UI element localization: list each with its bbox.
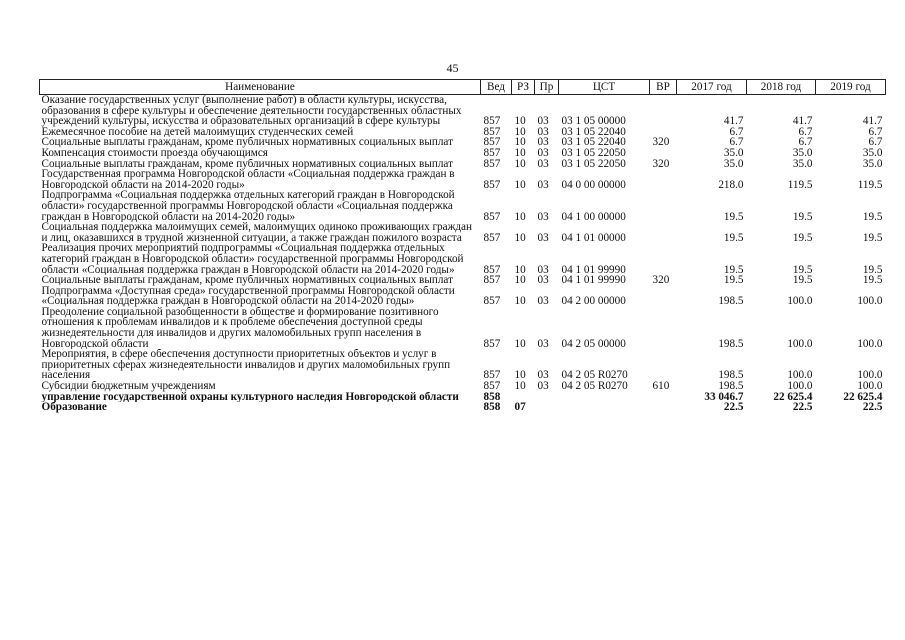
row-name: Подпрограмма «Социальная поддержка отдельных категорий граждан в Новгородской области» государственной программы Новгородской области «Социальная поддержка граждан в Новгородской области на 2014-2020 годы» [41,190,455,223]
row-cst: 04 2 05 R0270 [561,381,628,392]
table-row [40,392,886,403]
row-2018: 100.0 [787,337,813,350]
table-row [40,402,886,413]
row-pr: 03 [537,158,549,170]
row-cst [559,402,650,413]
row-2019: 6.7 [868,137,883,148]
row-2017: 198.5 [718,295,744,307]
row-pr: 03 [537,263,549,276]
row-2018: 119.5 [787,178,813,191]
table-header [40,80,886,95]
table-row [40,275,886,286]
table-row [40,307,886,349]
row-vr [650,402,677,413]
row-vr [650,127,677,138]
page-number: 45 [446,61,459,75]
table-row [40,127,886,138]
row-2019: 22 625.4 [843,391,883,403]
row-2017: 6.7 [729,126,744,138]
row-name: Компенсация стоимости проезда обучающимся [41,147,268,159]
table-row [40,159,886,170]
row-2018: 19.5 [792,263,813,276]
row-ved: 858 [483,402,501,413]
header-vr: ВР [650,80,677,95]
table-row [40,349,886,381]
row-ved: 857 [483,231,501,244]
row-vr [650,307,677,349]
row-pr [535,402,559,413]
header-row [40,80,886,95]
row-cst: 04 2 00 00000 [561,295,626,307]
row-cst: 04 1 00 00000 [561,210,626,223]
row-2018: 100.0 [787,295,813,307]
row-name: Реализация прочих мероприятий подпрограммы «Социальная поддержка отдельных категорий граждан в Новгородской области» государственной программы Новгородской области «Социальная поддержка граждан в Новгородской области на 2014-2020 годы» [41,243,464,276]
row-vr [650,95,677,127]
budget-table [39,79,886,413]
row-cst [559,392,650,403]
row-2018: 100.0 [787,381,813,392]
row-pr: 03 [537,210,549,223]
row-pr: 03 [537,178,549,191]
header-rz: РЗ [512,80,535,95]
row-pr: 03 [537,381,549,392]
row-ved: 857 [483,275,501,286]
row-ved: 857 [483,337,501,350]
row-pr: 03 [537,369,549,382]
row-2019: 19.5 [862,275,883,286]
row-cst: 03 1 05 00000 [561,115,626,127]
row-2017: 19.5 [723,210,744,223]
row-2017: 33 046.7 [704,391,744,403]
row-2017: 19.5 [723,263,744,276]
header-pr: Пр [535,80,559,95]
row-2018: 6.7 [798,137,813,148]
row-vr [650,349,677,381]
table-row [40,381,886,392]
table-body [40,95,886,413]
row-rz: 10 [514,126,526,138]
row-name: Субсидии бюджетным учреждениям [41,381,216,392]
row-2019: 19.5 [862,210,883,223]
row-pr [535,392,559,403]
row-name: Социальные выплаты гражданам, кроме публичных нормативных социальных выплат [41,275,453,286]
row-name: Преодоление социальной разобщенности в обществе и формирование позитивного отношения к проблемам инвалидов и к проблеме обеспечения доступной среды жизнедеятельности для инвалидов и других маломобильных групп населения в Новгородской области [41,306,439,350]
row-vr: 610 [652,381,670,392]
row-vr [650,392,677,403]
table-row [40,95,886,127]
row-ved: 857 [483,381,501,392]
row-pr: 03 [537,126,549,138]
header-name: Наименование [40,80,481,95]
row-name: Государственная программа Новгородской области «Социальная поддержка граждан в Новгородской области на 2014-2020 годы» [41,169,455,191]
row-pr: 03 [537,295,549,307]
row-2017: 198.5 [718,337,744,350]
row-ved: 857 [483,210,501,223]
row-2019: 6.7 [868,126,883,138]
row-vr: 320 [652,158,670,170]
row-ved: 858 [483,391,501,403]
row-vr: 320 [652,137,670,148]
row-ved: 857 [483,126,501,138]
row-2018: 100.0 [787,369,813,382]
row-2017: 35.0 [723,147,744,159]
row-ved: 857 [483,158,501,170]
row-rz: 10 [514,210,526,223]
table-row [40,286,886,307]
row-ved: 857 [483,178,501,191]
row-2018: 22 625.4 [773,391,813,403]
row-name: Образование [41,402,107,413]
row-rz: 10 [514,369,526,382]
row-cst: 04 1 01 99990 [561,275,626,286]
row-cst: 04 0 00 00000 [561,178,626,191]
row-2019: 35.0 [862,147,883,159]
row-2018: 6.7 [798,126,813,138]
row-rz: 10 [514,381,526,392]
row-vr [650,190,677,222]
row-pr: 03 [537,137,549,148]
row-cst: 03 1 05 22050 [561,147,626,159]
row-2017: 218.0 [718,178,744,191]
row-2019: 19.5 [862,231,883,244]
row-ved: 857 [483,369,501,382]
row-cst: 03 1 05 22040 [561,126,626,138]
row-rz: 10 [514,275,526,286]
row-rz: 10 [514,147,526,159]
row-ved: 857 [483,137,501,148]
row-2018: 19.5 [792,275,813,286]
row-2019: 35.0 [862,158,883,170]
row-vr: 320 [652,275,670,286]
row-name: Мероприятия, в сфере обеспечения доступности приоритетных объектов и услуг в приоритетных сферах жизнедеятельности инвалидов и других маломобильных групп населения [41,349,451,382]
row-2019: 100.0 [857,369,883,382]
table-row [40,137,886,148]
row-pr: 03 [537,147,549,159]
table-row [40,148,886,159]
row-rz: 10 [514,295,526,307]
row-cst: 04 1 01 99990 [561,263,626,276]
row-name: управление государственной охраны культурного наследия Новгородской области [41,391,459,403]
header-2017: 2017 год [677,80,747,95]
row-vr [650,148,677,159]
row-cst: 03 1 05 22050 [561,158,626,170]
row-2017: 198.5 [718,369,744,382]
row-rz: 10 [514,231,526,244]
row-pr: 03 [537,231,549,244]
row-rz [512,392,535,403]
row-2018: 41.7 [792,115,813,127]
row-2017: 19.5 [723,231,744,244]
row-vr [650,243,677,275]
row-cst: 04 2 05 00000 [561,337,626,350]
row-2019: 41.7 [862,115,883,127]
row-rz: 10 [514,158,526,170]
row-2017: 35.0 [723,158,744,170]
row-2018: 19.5 [792,231,813,244]
row-2018: 19.5 [792,210,813,223]
table-row [40,190,886,222]
table-row [40,169,886,190]
row-cst: 04 1 01 00000 [561,231,626,244]
row-vr [650,222,677,243]
row-vr [650,286,677,307]
table-row [40,243,886,275]
row-2019: 100.0 [857,381,883,392]
header-2018: 2018 год [747,80,816,95]
row-name: Ежемесячное пособие на детей малоимущих студенческих семей [41,126,354,138]
header-cst: ЦСТ [559,80,650,95]
header-2019: 2019 год [816,80,886,95]
row-pr: 03 [537,115,549,127]
row-rz: 10 [514,263,526,276]
row-2017: 198.5 [718,381,744,392]
row-2018: 35.0 [792,158,813,170]
row-2019: 22.5 [862,402,883,413]
row-rz: 10 [514,178,526,191]
row-2019: 100.0 [857,295,883,307]
row-rz: 10 [514,337,526,350]
row-2019: 19.5 [862,263,883,276]
row-vr [650,169,677,190]
table-row [40,222,886,243]
row-ved: 857 [483,147,501,159]
row-2017: 6.7 [729,137,744,148]
row-rz: 07 [514,402,526,413]
header-ved: Вед [481,80,512,95]
row-ved: 857 [483,115,501,127]
row-2019: 119.5 [857,178,883,191]
row-2018: 22.5 [792,402,813,413]
row-name: Социальная поддержка малоимущих семей, малоимущих одиноко проживающих граждан и лиц, оказавшихся в трудной жизненной ситуации, а также граждан пожилого возраста [41,222,472,244]
row-rz: 10 [514,137,526,148]
row-cst: 03 1 05 22040 [561,137,626,148]
row-2019: 100.0 [857,337,883,350]
row-name: Подпрограмма «Доступная среда» государственной программы Новгородской области «Социальная поддержка граждан в Новгородской области на 2014-2020 годы» [41,285,455,307]
row-name: Социальные выплаты гражданам, кроме публичных нормативных социальных выплат [41,158,453,170]
row-cst: 04 2 05 R0270 [561,369,628,382]
row-rz: 10 [514,115,526,127]
row-ved: 857 [483,263,501,276]
row-2017: 22.5 [723,402,744,413]
row-name: Социальные выплаты гражданам, кроме публичных нормативных социальных выплат [41,137,453,148]
row-ved: 857 [483,295,501,307]
row-2018: 35.0 [792,147,813,159]
row-name: Оказание государственных услуг (выполнение работ) в области культуры, искусства, образования в сфере культуры и обеспечение деятельности государственных областных учреждений культуры, искусства и образовательных организаций в сфере культуры [41,94,462,127]
row-pr: 03 [537,337,549,350]
row-pr: 03 [537,275,549,286]
row-2017: 19.5 [723,275,744,286]
row-2017: 41.7 [723,115,744,127]
